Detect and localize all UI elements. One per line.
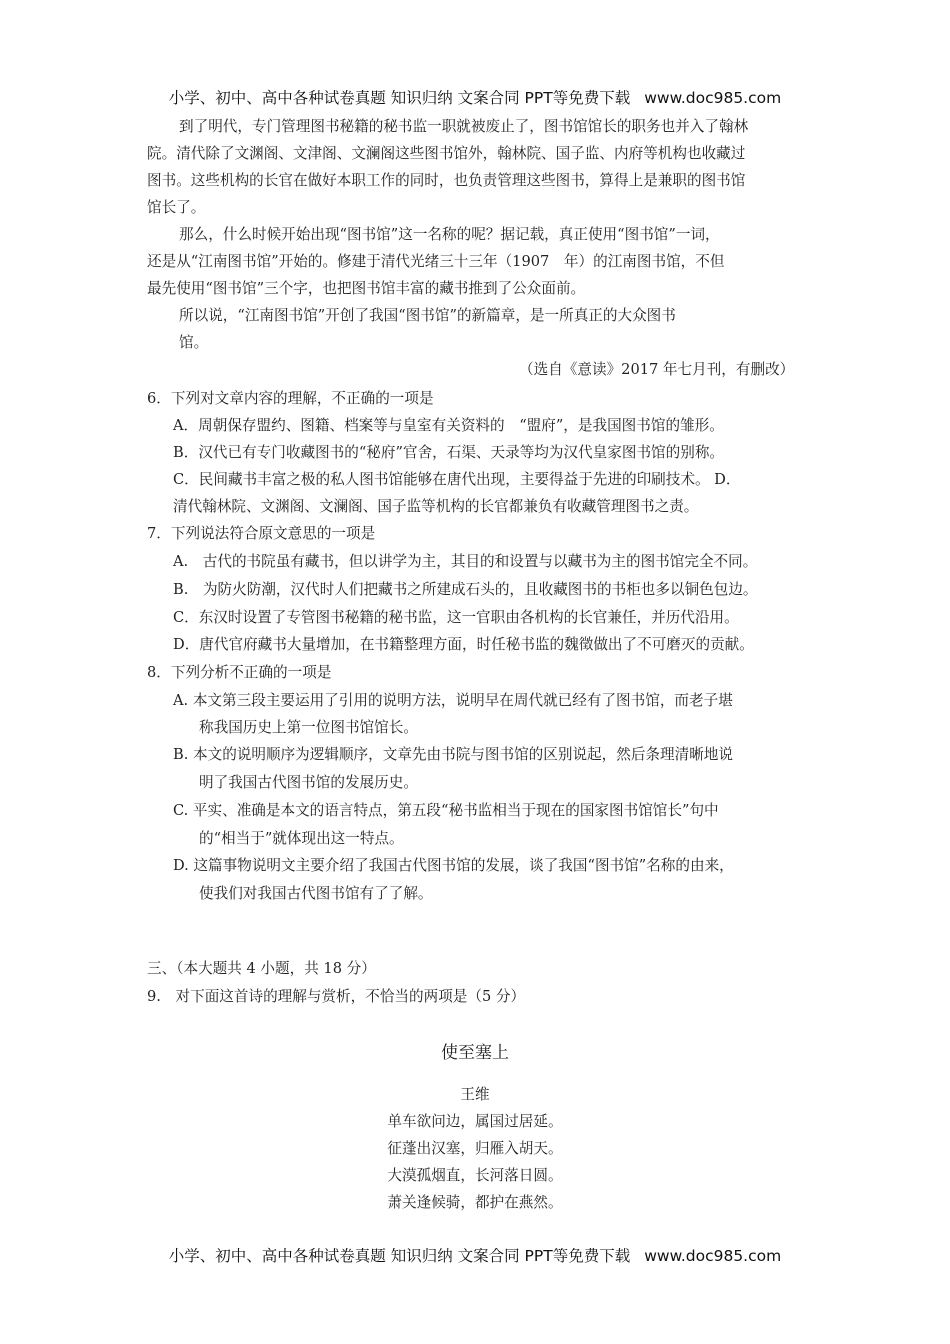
paragraph-line: 馆长了。 <box>147 199 206 216</box>
page-header <box>0 86 950 108</box>
paragraph-line: 还是从“江南图书馆”开始的。修建于清代光绪三十三年（1907 年）的江南图书馆，不但 <box>147 253 725 270</box>
footer-text: 小学、初中、高中各种试卷真题 知识归纳 文案合同 PPT等免费下载 <box>168 1247 631 1265</box>
question-8-option-d-line2: 使我们对我国古代图书馆有了了解。 <box>199 885 433 902</box>
question-6-option-a: A．周朝保存盟约、图籍、档案等与皇室有关资料的 “盟府”，是我国图书馆的雏形。 <box>173 417 724 434</box>
passage-paragraph-1 <box>147 113 748 221</box>
paragraph-line: 到了明代，专门管理图书秘籍的秘书监一职就被废止了，图书馆馆长的职务也并入了翰林 <box>179 118 749 135</box>
question-8-option-d-line1: D. 这篇事物说明文主要介绍了我国古代图书馆的发展，谈了我国“图书馆”名称的由来， <box>173 857 734 874</box>
question-8-option-c-line2: 的“相当于”就体现出这一特点。 <box>199 830 404 847</box>
poem-line: 单车欲问边，属国过居延。 <box>387 1113 563 1130</box>
passage-source: （选自《意读》2017 年七月刊，有删改） <box>519 361 795 378</box>
question-8-option-a-line1: A. 本文第三段主要运用了引用的说明方法，说明早在周代就已经有了图书馆，而老子堪 <box>173 692 733 709</box>
paragraph-line: 院。清代除了文渊阁、文津阁、文澜阁这些图书馆外，翰林院、国子监、内府等机构也收藏过 <box>147 145 746 162</box>
header-url-link[interactable]: www.doc985.com <box>644 89 782 107</box>
footer-url-link[interactable]: www.doc985.com <box>644 1247 782 1265</box>
paragraph-line: 那么，什么时候开始出现“图书馆”这一名称的呢？据记载，真正使用“图书馆”一词， <box>179 226 720 243</box>
poem-line: 征蓬出汉塞，归雁入胡天。 <box>387 1140 563 1157</box>
page-footer <box>0 1244 950 1266</box>
question-8-option-b-line2: 明了我国古代图书馆的发展历史。 <box>199 774 418 791</box>
question-7-option-c: C．东汉时设置了专管图书秘籍的秘书监，这一官职由各机构的长官兼任，并历代沿用。 <box>173 609 739 626</box>
question-8-stem: 8．下列分析不正确的一项是 <box>147 664 332 681</box>
poem-title: 使至塞上 <box>441 1043 509 1063</box>
header-text: 小学、初中、高中各种试卷真题 知识归纳 文案合同 PPT等免费下载 <box>168 89 631 107</box>
question-7-option-a: A. 古代的书院虽有藏书，但以讲学为主，其目的和设置与以藏书为主的图书馆完全不同。 <box>173 553 758 570</box>
question-8-option-a-line2: 称我国历史上第一位图书馆馆长。 <box>199 719 418 736</box>
paragraph-line: 图书。这些机构的长官在做好本职工作的同时，也负责管理这些图书，算得上是兼职的图书馆 <box>147 172 746 189</box>
passage-paragraph-2 <box>147 221 724 302</box>
question-8-option-b-line1: B. 本文的说明顺序为逻辑顺序，文章先由书院与图书馆的区别说起，然后条理清晰地说 <box>173 746 733 763</box>
passage-paragraph-3 <box>179 302 676 356</box>
poem-line: 萧关逢候骑，都护在燕然。 <box>387 1194 563 1211</box>
question-7-stem: 7．下列说法符合原文意思的一项是 <box>147 525 376 542</box>
paragraph-line: 最先使用“图书馆”三个字，也把图书馆丰富的藏书推到了公众面前。 <box>147 280 586 297</box>
question-6-option-c: C．民间藏书丰富之极的私人图书馆能够在唐代出现，主要得益于先进的印刷技术。 D． <box>173 471 741 488</box>
poem-line: 大漠孤烟直，长河落日圆。 <box>387 1167 563 1184</box>
question-7-option-b: B. 为防火防潮，汉代时人们把藏书之所建成石头的，且收藏图书的书柜也多以铜色包边。 <box>173 581 758 598</box>
paragraph-line: 馆。 <box>179 334 209 351</box>
paragraph-line: 所以说，“江南图书馆”开创了我国“图书馆”的新篇章，是一所真正的大众图书 <box>179 307 676 324</box>
section-3-heading: 三、（本大题共 4 小题，共 18 分） <box>147 960 376 977</box>
question-6-option-d: 清代翰林院、文渊阁、文澜阁、国子监等机构的长官都兼负有收藏管理图书之责。 <box>173 498 699 515</box>
question-9-stem: 9. 对下面这首诗的理解与赏析，不恰当的两项是（5 分） <box>147 988 526 1005</box>
poem-author: 王维 <box>460 1086 490 1103</box>
question-6-option-b: B．汉代已有专门收藏图书的“秘府”官舍，石渠、天录等均为汉代皇家图书馆的别称。 <box>173 444 725 461</box>
question-6-stem: 6．下列对文章内容的理解，不正确的一项是 <box>147 390 434 407</box>
question-8-option-c-line1: C. 平实、准确是本文的语言特点，第五段“秘书监相当于现在的国家图书馆馆长”句中 <box>173 802 719 819</box>
poem <box>0 1039 950 1216</box>
question-7-option-d: D．唐代官府藏书大量增加，在书籍整理方面，时任秘书监的魏徵做出了不可磨灭的贡献。 <box>173 636 754 653</box>
